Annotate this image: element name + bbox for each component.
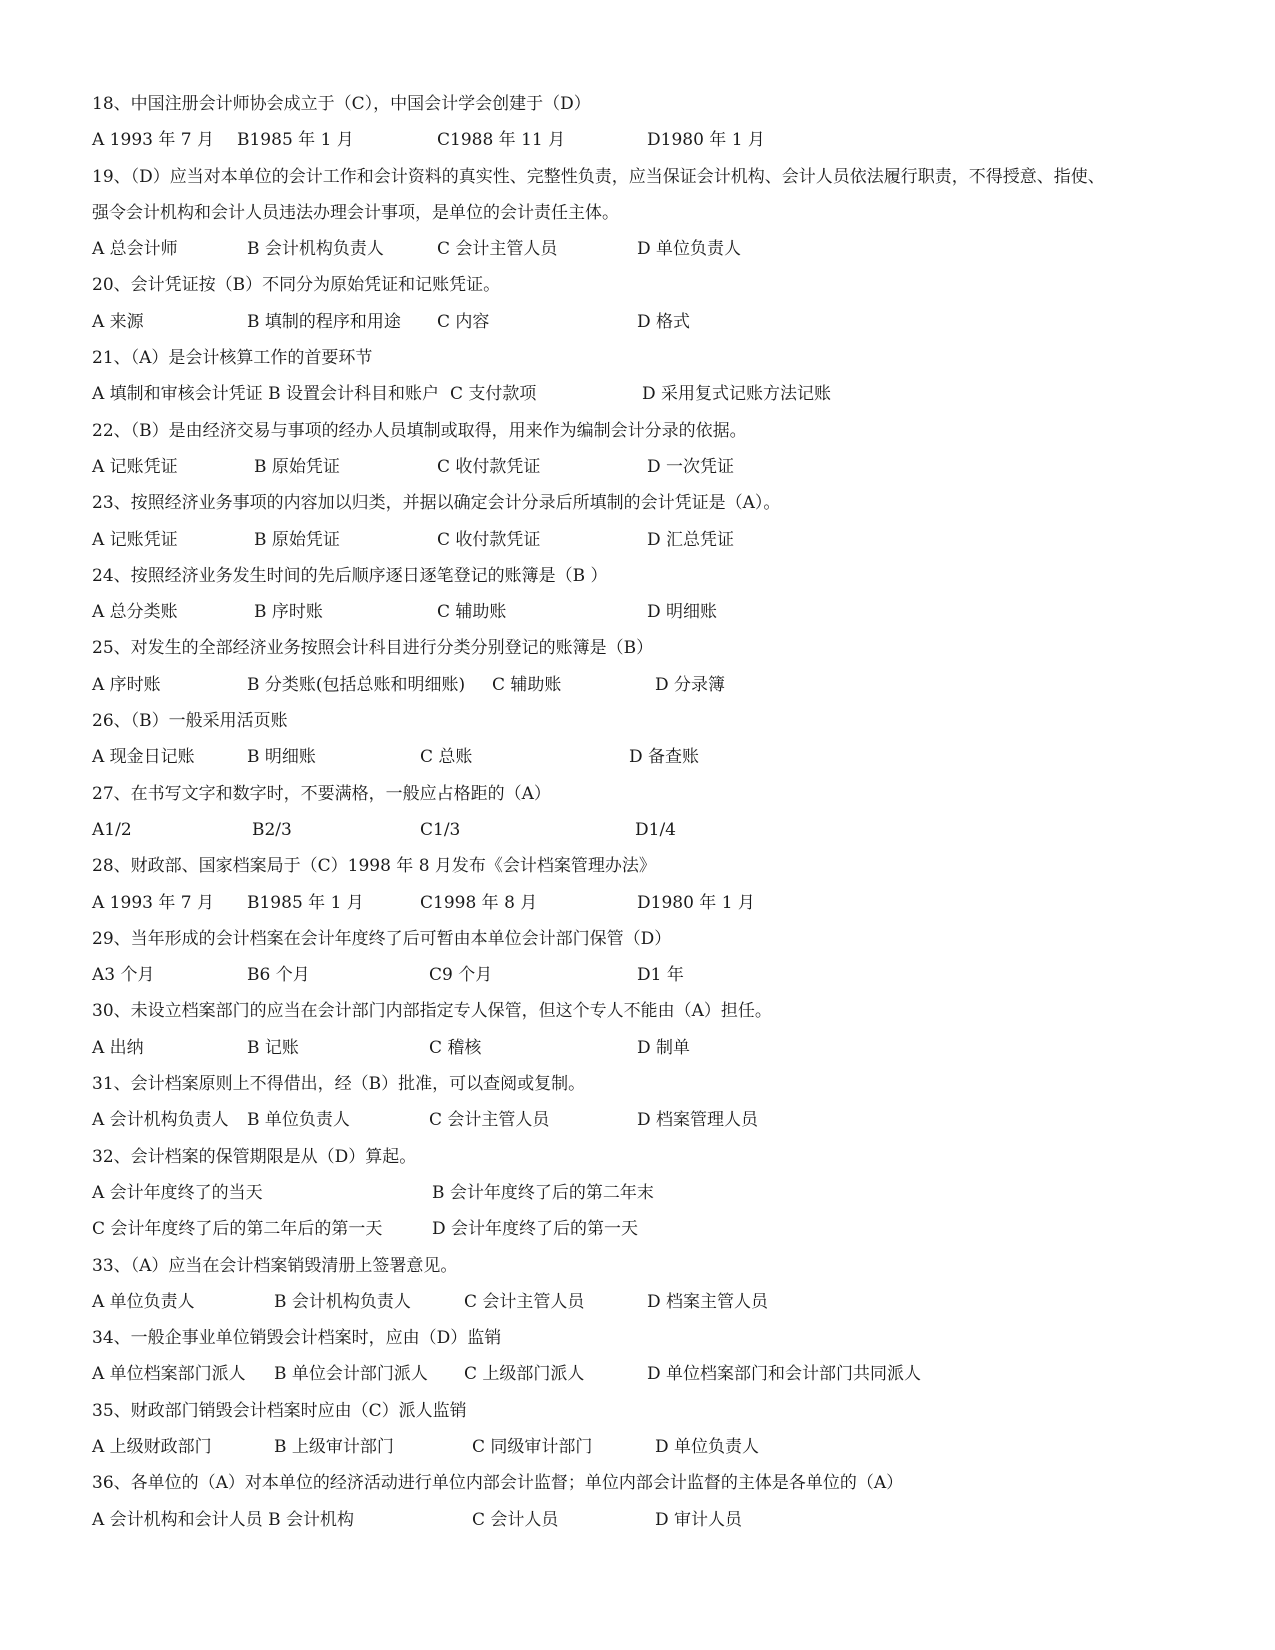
question-text: 22、（B）是由经济交易与事项的经办人员填制或取得，用来作为编制会计分录的依据。	[92, 420, 747, 441]
options-row	[92, 1502, 1202, 1538]
option-item: D 分录簿	[655, 674, 726, 695]
options-row	[92, 667, 1202, 703]
option-item: A 上级财政部门	[92, 1436, 212, 1457]
option-item: C 上级部门派人	[464, 1364, 585, 1385]
option-item: A 出纳	[92, 1037, 144, 1058]
option-item: D 格式	[637, 311, 691, 332]
option-item: A 1993 年 7 月	[92, 892, 214, 913]
options-row	[92, 957, 1202, 993]
option-item: B1985 年 1 月	[237, 130, 354, 151]
question-text: 20、会计凭证按（B）不同分为原始凭证和记账凭证。	[92, 275, 501, 296]
option-item: C 同级审计部门	[472, 1436, 593, 1457]
options-row	[92, 1429, 1202, 1465]
option-item: B2/3	[252, 819, 292, 840]
option-item: A 来源	[92, 311, 144, 332]
option-item: A 会计机构和会计人员 B 会计机构	[92, 1509, 354, 1530]
option-item: C1/3	[420, 819, 461, 840]
option-item: A 1993 年 7 月	[92, 130, 214, 151]
question-text: 26、（B）一般采用活页账	[92, 711, 288, 732]
option-item: D 单位档案部门和会计部门共同派人	[647, 1364, 922, 1385]
question-text: 18、中国注册会计师协会成立于（C），中国会计学会创建于（D）	[92, 94, 591, 114]
option-item: C 总账	[420, 747, 473, 768]
option-item: B 上级审计部门	[274, 1436, 394, 1457]
option-item: B 序时账	[254, 602, 323, 623]
option-item: B 明细账	[247, 747, 316, 768]
question-text: 29、当年形成的会计档案在会计年度终了后可暂由本单位会计部门保管（D）	[92, 928, 672, 949]
question-text: 31、会计档案原则上不得借出，经（B）批准，可以查阅或复制。	[92, 1074, 586, 1095]
question-text: 强令会计机构和会计人员违法办理会计事项，是单位的会计责任主体。	[92, 202, 619, 223]
option-item: B 单位会计部门派人	[274, 1364, 428, 1385]
option-item: C 会计人员	[472, 1509, 559, 1530]
option-item: A 单位负责人	[92, 1291, 195, 1312]
option-item: B 会计机构负责人	[274, 1291, 411, 1312]
question-text: 28、财政部、国家档案局于（C）1998 年 8 月发布《会计档案管理办法》	[92, 856, 656, 877]
question-text: 30、未设立档案部门的应当在会计部门内部指定专人保管，但这个专人不能由（A）担任。	[92, 1001, 772, 1022]
option-item: A 序时账	[92, 674, 161, 695]
options-row	[92, 1175, 1202, 1211]
options-row	[92, 304, 1202, 340]
question-text: 33、（A）应当在会计档案销毁清册上签署意见。	[92, 1255, 458, 1276]
document-page	[92, 86, 1202, 1538]
question-text: 27、在书写文字和数字时，不要满格，一般应占格距的（A）	[92, 783, 551, 804]
options-row	[92, 231, 1202, 267]
question-text: 24、按照经济业务发生时间的先后顺序逐日逐笔登记的账簿是（B ）	[92, 565, 608, 586]
question-text: 19、（D）应当对本单位的会计工作和会计资料的真实性、完整性负责，应当保证会计机构、会计人员依法履行职责，不得授意、指使、	[92, 166, 1105, 187]
option-item: A 记账凭证	[92, 529, 178, 550]
options-row	[92, 812, 1202, 848]
option-item: C1998 年 8 月	[420, 892, 538, 913]
option-item: D 一次凭证	[647, 456, 735, 477]
option-item: B 原始凭证	[254, 456, 340, 477]
option-item: B 原始凭证	[254, 529, 340, 550]
option-item: A 会计机构负责人	[92, 1110, 229, 1131]
options-row	[92, 522, 1202, 558]
question-text: 32、会计档案的保管期限是从（D）算起。	[92, 1146, 417, 1167]
option-item: D 采用复式记账方法记账	[642, 384, 832, 405]
options-row	[92, 739, 1202, 775]
option-item: C 会计主管人员	[464, 1291, 585, 1312]
option-item: A 填制和审核会计凭证 B 设置会计科目和账户	[92, 384, 439, 405]
option-item: D 备查账	[629, 747, 700, 768]
option-item: D 单位负责人	[655, 1436, 760, 1457]
options-row	[92, 1211, 1202, 1247]
question-text: 34、一般企事业单位销毁会计档案时，应由（D）监销	[92, 1328, 502, 1349]
option-item: A 现金日记账	[92, 747, 195, 768]
options-row	[92, 1284, 1202, 1320]
option-item: A 记账凭证	[92, 456, 178, 477]
option-item: B 填制的程序和用途	[247, 311, 401, 332]
option-item: B6 个月	[247, 965, 310, 986]
option-item: D 汇总凭证	[647, 529, 735, 550]
option-item: C 辅助账	[437, 602, 507, 623]
option-item: C9 个月	[429, 965, 493, 986]
question-text: 23、按照经济业务事项的内容加以归类，并据以确定会计分录后所填制的会计凭证是（A）。	[92, 493, 781, 514]
options-row	[92, 1102, 1202, 1138]
option-item: D 会计年度终了后的第一天	[432, 1219, 639, 1240]
option-item: D 档案管理人员	[637, 1110, 759, 1131]
question-text: 36、各单位的（A）对本单位的经济活动进行单位内部会计监督；单位内部会计监督的主体是各单位的（A）	[92, 1473, 904, 1494]
option-item: D 明细账	[647, 602, 718, 623]
option-item: D 审计人员	[655, 1509, 743, 1530]
options-row	[92, 594, 1202, 630]
options-row	[92, 885, 1202, 921]
option-item: B 分类账(包括总账和明细账)	[247, 674, 466, 695]
question-text: 35、财政部门销毁会计档案时应由（C）派人监销	[92, 1400, 467, 1421]
option-item: D1/4	[635, 819, 676, 840]
options-row	[92, 449, 1202, 485]
option-item: C 稽核	[429, 1037, 482, 1058]
option-item: A3 个月	[92, 965, 155, 986]
options-row	[92, 1030, 1202, 1066]
option-item: C 收付款凭证	[437, 529, 541, 550]
option-item: D 档案主管人员	[647, 1291, 769, 1312]
option-item: D1980 年 1 月	[637, 892, 755, 913]
option-item: C 会计主管人员	[437, 239, 558, 260]
option-item: B 单位负责人	[247, 1110, 350, 1131]
option-item: D 制单	[637, 1037, 691, 1058]
option-item: A 总会计师	[92, 239, 178, 260]
options-row	[92, 1356, 1202, 1392]
option-item: A 会计年度终了的当天	[92, 1182, 263, 1203]
option-item: D1 年	[637, 965, 684, 986]
option-item: A 总分类账	[92, 602, 178, 623]
option-item: B 会计年度终了后的第二年末	[432, 1182, 654, 1203]
question-text: 21、（A）是会计核算工作的首要环节	[92, 348, 373, 369]
option-item: B 会计机构负责人	[247, 239, 384, 260]
option-item: A1/2	[92, 819, 132, 840]
option-item: C 收付款凭证	[437, 456, 541, 477]
option-item: B 记账	[247, 1037, 299, 1058]
options-row	[92, 122, 1202, 158]
option-item: A 单位档案部门派人	[92, 1364, 246, 1385]
option-item: B1985 年 1 月	[247, 892, 364, 913]
question-text: 25、对发生的全部经济业务按照会计科目进行分类分别登记的账簿是（B）	[92, 638, 654, 659]
options-row	[92, 376, 1202, 412]
option-item: C 支付款项	[450, 384, 537, 405]
option-item: D 单位负责人	[637, 239, 742, 260]
option-item: C 内容	[437, 311, 490, 332]
option-item: C 会计年度终了后的第二年后的第一天	[92, 1219, 383, 1240]
option-item: C 会计主管人员	[429, 1110, 550, 1131]
option-item: D1980 年 1 月	[647, 130, 765, 151]
option-item: C1988 年 11 月	[437, 130, 566, 151]
option-item: C 辅助账	[492, 674, 562, 695]
